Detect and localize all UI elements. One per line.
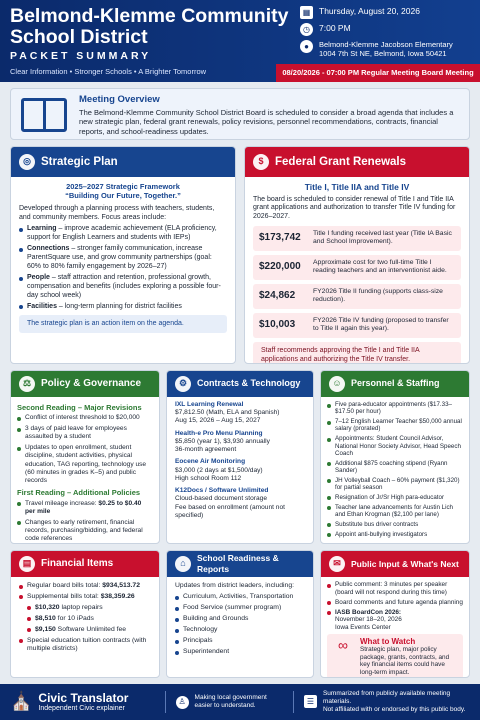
list-item: Travel mileage increase: $0.25 to $0.40 per mile [17, 500, 153, 516]
grants-subtitle: Title I, Title IIA and Title IV [304, 182, 410, 192]
overview-title: Meeting Overview [79, 94, 160, 105]
list-item: Changes to early retirement, financial records, purchasing/bidding, and federal code references [17, 519, 153, 544]
list-item: 3 days of paid leave for employees assaulted by a student [17, 425, 153, 441]
person-icon: ♙ [176, 696, 189, 709]
strategic-plan-card [10, 146, 236, 364]
list-item: Building and Grounds [175, 615, 305, 623]
grant-amount: $10,003 FY2026 Title IV funding (proposed to transfer to Title II again this year). [253, 313, 461, 338]
megaphone-icon: ✉ [329, 556, 345, 572]
framework-title: 2025–2027 Strategic Framework [66, 182, 180, 191]
brand-name: Civic Translator [38, 690, 129, 705]
second-reading-heading: Second Reading – Major Revisions [17, 403, 142, 412]
list-item: Food Service (summer program) [175, 604, 305, 612]
strategic-intro: Developed through a planning process with teachers, students, and community members. Focus areas include: [19, 204, 215, 221]
meeting-info [300, 6, 478, 63]
grants-note: Staff recommends approving the Title I and Title IIA applications and authorizing the Title IV transfer. [253, 342, 461, 364]
location-pin-icon: ● [300, 40, 313, 53]
footer-disclaimer: Not affiliated with or endorsed by this public body. [322, 705, 466, 713]
list-item: Five para-educator appointments ($17.33–$17.50 per hour) [327, 401, 463, 416]
school-icon: ⌂ [175, 556, 191, 572]
list-item: Technology [175, 626, 305, 634]
personnel-card [320, 370, 470, 544]
list-item: JH Volleyball Coach – 60% payment ($1,320) for partial season [327, 477, 463, 492]
list-item: People – staff attraction and retention, professional growth, compensation and benefits (includes exploring a possible four-day school week) [19, 274, 227, 300]
first-reading-heading: First Reading – Additional Policies [17, 488, 141, 498]
meeting-location [319, 40, 453, 59]
list-item: Special education tuition contracts (with multiple districts) [19, 637, 151, 654]
list-item: Facilities – long-term planning for district facilities [19, 303, 227, 312]
grant-amount: $173,742 Title I funding received last year (Title IA Basic and School Improvement). [253, 226, 461, 251]
strategic-note: The strategic plan is an action item on the agenda. [19, 315, 227, 334]
contract-item: K12Docs / Software Unlimited Cloud-based document storage Fee based on enrollment (amount not specified) [175, 487, 285, 519]
strategic-plan-title: Strategic Plan [41, 155, 118, 168]
what-to-watch-text: Strategic plan, major policy package, grants, contracts, and key financial items could have long-term impact. [360, 646, 450, 676]
contracts-title: Contracts & Technology [197, 378, 301, 389]
binoculars-icon: ∞ [338, 636, 348, 653]
financial-title: Financial Items [41, 557, 114, 569]
list-item: 7–12 English Learner Teacher $50,000 annual salary (prorated) [327, 418, 463, 433]
public-input-title: Public Input & What's Next [351, 558, 459, 569]
list-item: Conflict of interest threshold to $20,000 [17, 414, 153, 422]
list-item: Superintendent [175, 648, 305, 656]
grants-intro: The board is scheduled to consider renewal of Title I and Title IIA grant applications and authorization to transfer Title IV funding for 2026–2027. [253, 195, 456, 221]
list-item: Principals [175, 637, 305, 645]
list-item: Curriculum, Activities, Transportation [175, 593, 305, 601]
footer [0, 684, 480, 720]
list-item: $10,320 laptop repairs [27, 604, 151, 612]
list-item: Connections – stronger family communication, increase ParentSquare use, and grow community partnerships (goal: 60% to 80% family engagement by 2026–27) [19, 245, 227, 271]
list-item: Public comment: 3 minutes per speaker (board will not respond during this time) [327, 581, 463, 596]
list-item: $9,150 Software Unlimited fee [27, 626, 151, 634]
overview-card [10, 88, 470, 140]
list-item: Teacher lane advancements for Austin Lich and Ethan Krogman ($2,100 per lane) [327, 504, 463, 519]
grant-amount: $24,862 FY2026 Title II funding (supports class-size reduction). [253, 284, 461, 309]
clock-icon: ◷ [300, 23, 313, 36]
list-item: Additional $875 coaching stipend (Ryann Sander) [327, 460, 463, 475]
capitol-icon: ⛪ [10, 691, 33, 712]
meeting-time: 7:00 PM [319, 23, 351, 33]
contract-item: Eocene Air Monitoring $3,000 (2 days at $1,500/day) High school Room 112 [175, 458, 263, 482]
list-item: Appoint anti-bullying investigators [327, 531, 463, 538]
brand-subtitle: Independent Civic explainer [38, 705, 125, 712]
list-item: Supplemental bills total: $38,359.26 [19, 593, 151, 601]
target-icon: ◎ [19, 154, 35, 170]
policy-card [10, 370, 160, 544]
footer-mission: Making local government easier to understand. [194, 694, 267, 709]
readiness-title: School Readiness & Reports [197, 553, 279, 574]
readiness-intro: Updates from district leaders, including: [175, 582, 294, 589]
policy-title: Policy & Governance [41, 377, 142, 389]
list-item: Appointments: Student Council Advisor, National Honor Society Advisor, Head Speech Coach [327, 435, 463, 457]
footer-source: Summarized from publicly available meeting materials. [322, 690, 451, 706]
financial-card [10, 550, 160, 678]
list-item: Resignation of Jr/Sr High para-educator [327, 494, 463, 501]
list-item: IASB BoardCon 2026: November 18–20, 2026 Iowa Events Center [327, 609, 463, 632]
focus-areas [19, 225, 227, 311]
list-item: Board comments and future agenda planning [327, 599, 463, 607]
what-to-watch [327, 634, 463, 678]
list-item: Substitute bus driver contracts [327, 521, 463, 528]
personnel-title: Personnel & Staffing [351, 378, 440, 389]
bank-icon: ▤ [19, 556, 35, 572]
gear-icon: ⚙ [175, 376, 191, 392]
calendar-icon: ▦ [300, 6, 313, 19]
location-line-1: Belmond-Klemme Jacobson Elementary [319, 40, 453, 49]
list-item: Regular board bills total: $934,513.72 [19, 582, 151, 590]
public-input-card [320, 550, 470, 678]
tagline: Clear Information • Stronger Schools • A Brighter Tomorrow [10, 67, 207, 76]
overview-text: The Belmond-Klemme Community School District Board is scheduled to consider a broad agenda that includes a new strategic plan, federal grant renewals, policy revisions, personnel recommendations, contracts, financial reports, and school-readiness updates. [79, 107, 454, 136]
grants-title: Federal Grant Renewals [275, 155, 407, 168]
list-item: $8,510 for 10 iPads [27, 615, 151, 623]
contract-item: IXL Learning Renewal $7,812.50 (Math, ELA and Spanish) Aug 15, 2026 – Aug 15, 2027 [175, 401, 280, 425]
list-item: Updates to open enrollment, student discipline, student activities, physical education, TAG reporting, technology use (60 minutes in grades K–5) and public records [17, 444, 153, 485]
framework-motto: “Building Our Future, Together.” [65, 191, 181, 201]
meeting-banner: 08/20/2026 - 07:00 PM Regular Meeting Board Meeting [276, 64, 480, 82]
book-icon [21, 98, 67, 132]
scales-icon: ⚖ [19, 376, 35, 392]
meeting-date: Thursday, August 20, 2026 [319, 6, 420, 16]
page-title: Belmond-Klemme Community School District [10, 5, 289, 49]
money-bag-icon: $ [253, 154, 269, 170]
contracts-card [166, 370, 314, 544]
page-subtitle: PACKET SUMMARY [10, 50, 152, 62]
grant-amount: $220,000 Approximate cost for two full-time Title I reading teachers and an interventionist aide. [253, 255, 461, 280]
list-item: Learning – improve academic achievement (ELA proficiency, support for English Learners and students with IEPs) [19, 225, 227, 243]
people-icon: ☺ [329, 376, 345, 392]
readiness-card [166, 550, 314, 678]
contract-item: Health-e Pro Menu Planning $5,850 (year 1), $3,930 annually 36-month agreement [175, 429, 270, 454]
what-to-watch-title: What to Watch [360, 636, 416, 646]
grants-card [244, 146, 470, 364]
document-icon: ☰ [304, 695, 317, 708]
location-line-2: 1004 7th St NE, Belmond, Iowa 50421 [319, 49, 447, 59]
